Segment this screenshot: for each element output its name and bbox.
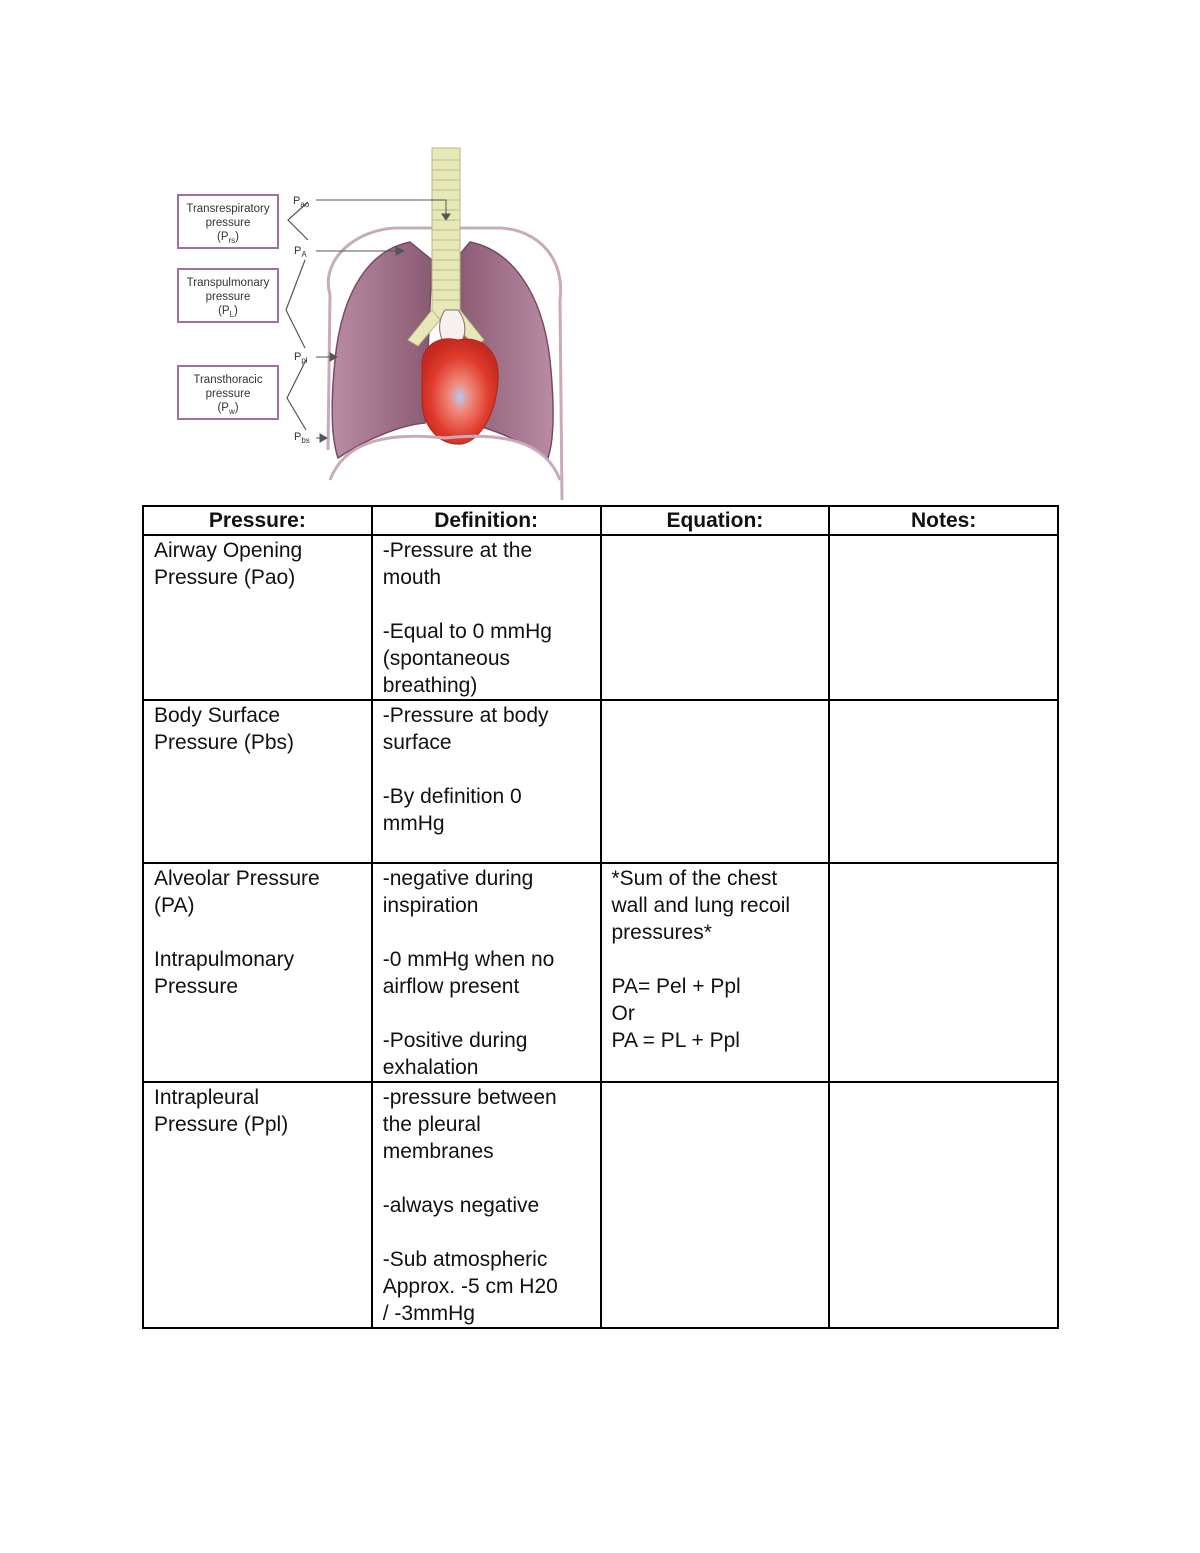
pressure-cell: Intrapleural Pressure (Ppl): [143, 1082, 372, 1328]
svg-text:(Pw): $(P_w)$: [217, 402, 239, 416]
table-row: [143, 700, 1058, 863]
pressure-cell: Alveolar Pressure (PA) Intrapulmonary Pressure: [143, 863, 372, 1082]
svg-text:Pbs: $P_{bs}$: [294, 431, 310, 445]
table-row: [143, 535, 1058, 700]
pressure-cell: Airway Opening Pressure (Pao): [143, 535, 372, 700]
definition-cell: -pressure between the pleural membranes -always negative -Sub atmospheric Approx. -5 cm H20 / -3mmHg: [372, 1082, 601, 1328]
pressure-brackets: [286, 202, 308, 430]
left-lung: [332, 242, 432, 458]
svg-text:Ppl: $P_{pl}$: [294, 351, 308, 365]
equation-cell: [601, 700, 830, 863]
notes-cell: [829, 535, 1058, 700]
notes-cell: [829, 700, 1058, 863]
transrespiratory-box: [178, 195, 278, 248]
table-header-row: [143, 506, 1058, 535]
table-row: [143, 1082, 1058, 1328]
header-notes: Notes:: [829, 506, 1058, 535]
svg-text:(Prs): $(P_{rs})$: [216, 231, 240, 245]
svg-text:Pao: $P_{ao}$: [293, 195, 310, 209]
svg-text:Transrespiratory: Transrespiratory: [186, 203, 270, 215]
equation-cell: [601, 535, 830, 700]
svg-text:Transthoracic: Transthoracic: [193, 374, 263, 386]
transthoracic-box: [178, 366, 278, 419]
respiratory-pressure-diagram: [170, 140, 590, 505]
table-row: [143, 863, 1058, 1082]
svg-text:pressure: pressure: [205, 217, 251, 229]
svg-text:PA: $P_A$: [294, 245, 307, 259]
header-pressure: Pressure:: [143, 506, 372, 535]
notes-cell: [829, 863, 1058, 1082]
header-equation: Equation:: [601, 506, 830, 535]
pressure-labels: [293, 195, 310, 445]
definition-cell: -negative during inspiration -0 mmHg when no airflow present -Positive during exhalation: [372, 863, 601, 1082]
svg-text:pressure: pressure: [205, 291, 251, 303]
transpulmonary-box: [178, 269, 278, 322]
definition-cell: -Pressure at the mouth -Equal to 0 mmHg (spontaneous breathing): [372, 535, 601, 700]
equation-cell: *Sum of the chest wall and lung recoil pressures* PA= Pel + Ppl Or PA = PL + Ppl: [601, 863, 830, 1082]
notes-cell: [829, 1082, 1058, 1328]
definition-cell: -Pressure at body surface -By definition 0 mmHg: [372, 700, 601, 863]
pressure-table: [142, 505, 1059, 1329]
equation-cell: [601, 1082, 830, 1328]
svg-text:Transpulmonary: Transpulmonary: [186, 277, 270, 289]
pressure-cell: Body Surface Pressure (Pbs): [143, 700, 372, 863]
svg-text:pressure: pressure: [205, 388, 251, 400]
svg-text:(PL): $(P_L)$: [218, 305, 238, 319]
header-definition: Definition:: [372, 506, 601, 535]
lung-anatomy-illustration: [170, 140, 590, 505]
